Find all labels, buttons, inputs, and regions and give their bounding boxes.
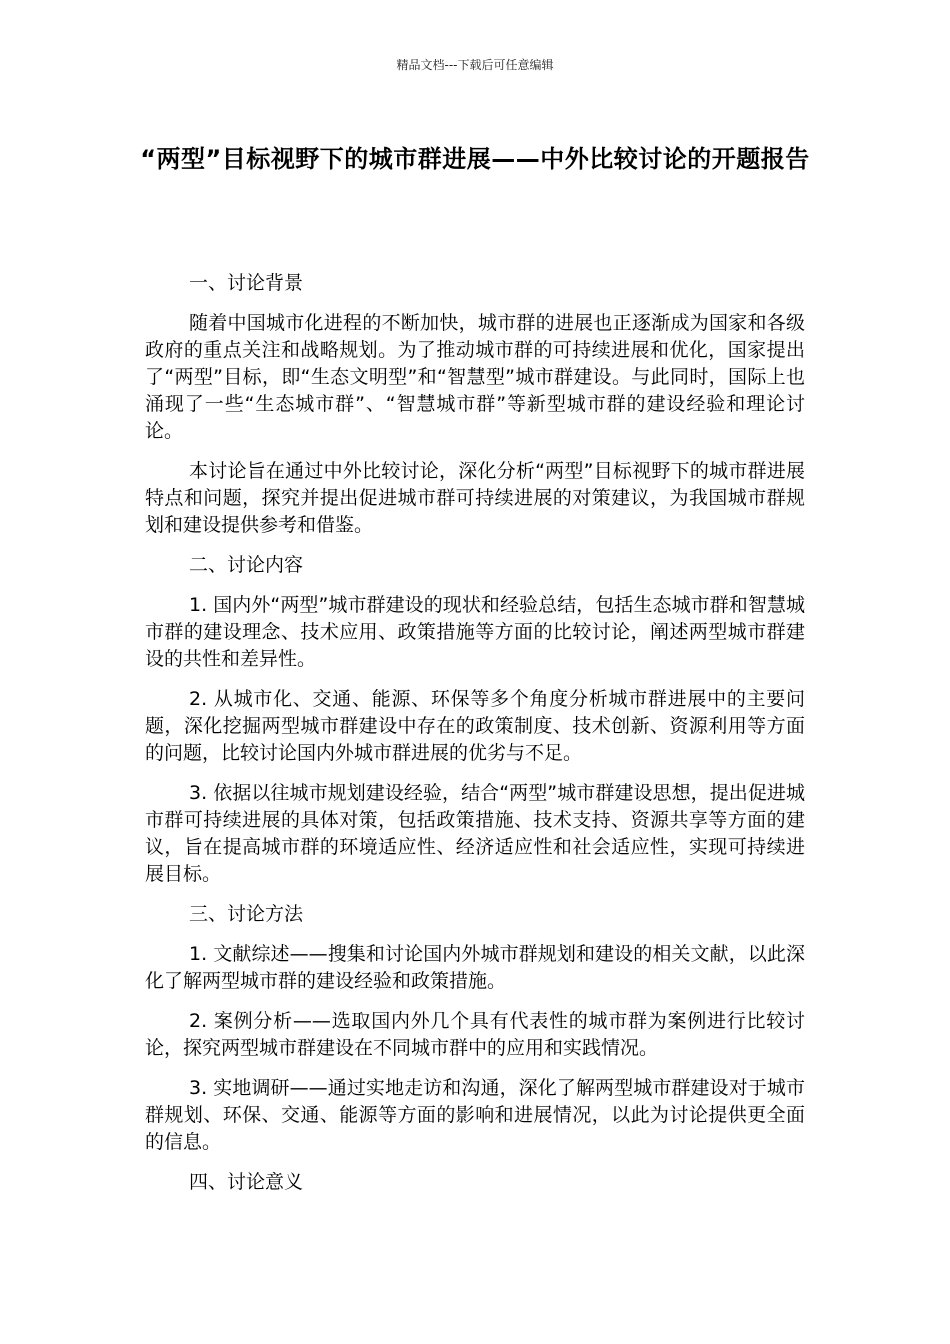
- header-note: 精品文档---下载后可任意编辑: [396, 58, 554, 72]
- section-heading-significance: 四、讨论意义: [189, 1171, 304, 1193]
- document-title: “两型”目标视野下的城市群进展——中外比较讨论的开题报告: [140, 145, 810, 173]
- list-item: 2. 案例分析——选取国内外几个具有代表性的城市群为案例进行比较讨论，探究两型城市群建设在不同城市群中的应用和实践情况。: [145, 1010, 805, 1059]
- list-item: 1. 文献综述——搜集和讨论国内外城市群规划和建设的相关文献，以此深化了解两型城市群的建设经验和政策措施。: [145, 943, 805, 992]
- list-item: 3. 依据以往城市规划建设经验，结合“两型”城市群建设思想，提出促进城市群可持续进展的具体对策，包括政策措施、技术支持、资源共享等方面的建议，旨在提高城市群的环境适应性、经济适应性和社会适应性，实现可持续进展目标。: [145, 782, 805, 885]
- section-heading-methods: 三、讨论方法: [189, 903, 304, 925]
- list-item: 3. 实地调研——通过实地走访和沟通，深化了解两型城市群建设对于城市群规划、环保、交通、能源等方面的影响和进展情况，以此为讨论提供更全面的信息。: [145, 1077, 805, 1153]
- list-item: 1. 国内外“两型”城市群建设的现状和经验总结，包括生态城市群和智慧城市群的建设理念、技术应用、政策措施等方面的比较讨论，阐述两型城市群建设的共性和差异性。: [145, 594, 805, 670]
- section-heading-background: 一、讨论背景: [189, 272, 304, 294]
- list-item: 2. 从城市化、交通、能源、环保等多个角度分析城市群进展中的主要问题，深化挖掘两型城市群建设中存在的政策制度、技术创新、资源利用等方面的问题，比较讨论国内外城市群进展的优劣与不足。: [145, 688, 805, 764]
- paragraph: 本讨论旨在通过中外比较讨论，深化分析“两型”目标视野下的城市群进展特点和问题，探究并提出促进城市群可持续进展的对策建议，为我国城市群规划和建设提供参考和借鉴。: [145, 460, 805, 536]
- section-heading-content: 二、讨论内容: [189, 554, 304, 576]
- document-body: [145, 270, 805, 1209]
- paragraph: 随着中国城市化进程的不断加快，城市群的进展也正逐渐成为国家和各级政府的重点关注和战略规划。为了推动城市群的可持续进展和优化，国家提出了“两型”目标，即“生态文明型”和“智慧型”城市群建设。与此同时，国际上也涌现了一些“生态城市群”、“智慧城市群”等新型城市群的建设经验和理论讨论。: [145, 312, 805, 442]
